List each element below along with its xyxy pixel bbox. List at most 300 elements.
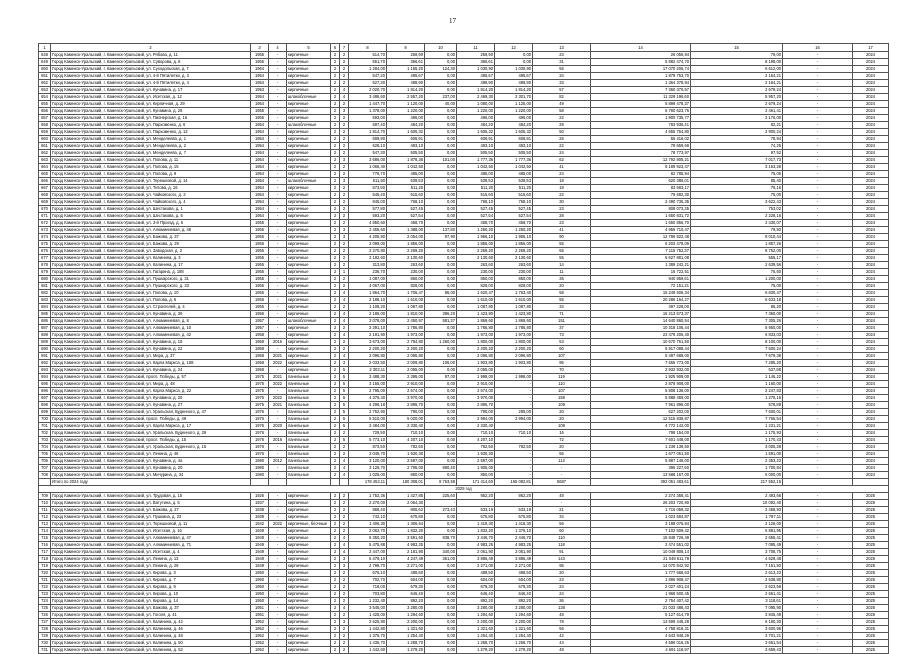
table-cell: 2024 (853, 192, 889, 199)
table-cell: Город Каменск-Уральский, г. Каменск-Уральский, ул. Калинина, д. 50 (51, 640, 251, 647)
table-cell: 2 (340, 66, 349, 73)
table-cell: 2 469,30 (457, 94, 495, 101)
table-cell: Город Каменск-Уральский, г. Каменск-Уральский, ул. Титова, д. 16 (51, 185, 251, 192)
table-row (39, 311, 889, 318)
table-row (39, 465, 889, 472)
table-cell: 2 (331, 647, 340, 654)
table-cell: 7 765,54 (691, 416, 783, 423)
table-cell: 662 (39, 150, 51, 157)
table-cell: - (269, 549, 287, 556)
table-cell: Город Каменск-Уральский, г. Каменск-Уральский, ул. Суворова, д. 8 (51, 59, 251, 66)
table-cell: 1954 (251, 129, 269, 136)
table-cell: 666 (39, 178, 51, 185)
table-cell: 0,00 (425, 640, 457, 647)
table-cell: 1 294,60 (387, 612, 425, 619)
table-cell: 702 (39, 430, 51, 437)
table-cell: 1949 (251, 528, 269, 535)
table-cell: 2 (340, 500, 349, 507)
table-cell: 2 (340, 283, 349, 290)
table-cell: - (533, 472, 591, 479)
table-cell: 2 (340, 276, 349, 283)
table-cell: 1 814,70 (349, 129, 387, 136)
table-cell: шлакоблочные (287, 178, 331, 185)
table-cell: 236,70 (349, 269, 387, 276)
table-cell: 1975 (251, 374, 269, 381)
table-cell: панельные (287, 465, 331, 472)
table-cell: кирпичные (287, 542, 331, 549)
table-cell: 1980 (251, 458, 269, 465)
table-cell: 1952 (251, 640, 269, 647)
table-cell: 1 250,20 (495, 227, 533, 234)
table-cell: 1980 (251, 465, 269, 472)
table-cell: Город Каменск-Уральский, г. Каменск-Уральский, ул. Исетская, д. 16 (51, 528, 251, 535)
table-cell: 539,53 (495, 178, 533, 185)
table-row (39, 493, 889, 500)
table-cell: 1976 (251, 416, 269, 423)
table-cell: 2 (340, 150, 349, 157)
table-cell: 806,62 (387, 507, 425, 514)
table-cell: 675,80 (495, 514, 533, 521)
table-cell: - (269, 220, 287, 227)
table-cell: - (269, 591, 287, 598)
table-row (39, 332, 889, 339)
table-cell: 2 (331, 304, 340, 311)
table-cell: 2024 (853, 164, 889, 171)
table-cell: 2024 (853, 451, 889, 458)
table-cell: 4 (340, 549, 349, 556)
table-cell: 34 (533, 514, 591, 521)
table-cell: 6 180,30 (691, 619, 783, 626)
table-cell: 845,00 (349, 199, 387, 206)
table-cell: 230,00 (457, 269, 495, 276)
table-cell: 2 (340, 325, 349, 332)
table-cell: 2 661,41 (691, 591, 783, 598)
table-cell: 828,00 (457, 283, 495, 290)
table-cell: панельные (287, 444, 331, 451)
table-cell: 3 280,00 (387, 605, 425, 612)
table-cell: Город Каменск-Уральский, г. Каменск-Уральский, ул. Алюминиевая, д. 47 (51, 535, 251, 542)
table-cell: 1 030,90 (495, 66, 533, 73)
table-cell: 2 (331, 241, 340, 248)
table-cell: 5 950,00 (691, 325, 783, 332)
table-cell: - (269, 465, 287, 472)
table-cell: - (425, 500, 457, 507)
table-cell: 657 (39, 115, 51, 122)
table-cell: 2 446,70 (495, 535, 533, 542)
table-cell: 515,60 (457, 192, 495, 199)
table-cell: 715 (39, 535, 51, 542)
table-cell: 3 (340, 563, 349, 570)
table-cell: 1976 (251, 430, 269, 437)
table-cell: 606,91 (495, 136, 533, 143)
table-cell: кирпичные (287, 598, 331, 605)
table-cell: 683 (39, 297, 51, 304)
table-cell: 1 120,00 (387, 101, 425, 108)
table-cell: 2 (340, 451, 349, 458)
table-cell: 646,40 (495, 591, 533, 598)
table-cell: 2 (340, 80, 349, 87)
table-cell: 22 (533, 143, 591, 150)
table-cell: 109 (533, 402, 591, 409)
table-cell: 2 (331, 465, 340, 472)
table-cell: 2024 (853, 297, 889, 304)
table-cell: - (783, 227, 853, 234)
table-cell: 682 (39, 290, 51, 297)
table-cell: 2 330,40 (387, 423, 425, 430)
table-cell: Город Каменск-Уральский, г. Каменск-Уральский, ул. Чайковского, д. 3 (51, 192, 251, 199)
table-cell: 652 (39, 80, 51, 87)
table-cell: Город Каменск-Уральский, г. Каменск-Уральский, ул. Попова, д. 9 (51, 171, 251, 178)
table-cell: 676,10 (349, 570, 387, 577)
table-cell: 23 479 206,40 (591, 332, 691, 339)
table-cell: 1 605,32 (387, 129, 425, 136)
table-cell: 2 446,70 (457, 535, 495, 542)
table-cell: 106,00 (425, 360, 457, 367)
table-cell: - (269, 136, 287, 143)
table-cell: 7 360 370,57 (591, 87, 691, 94)
table-cell: - (783, 241, 853, 248)
table-cell: 2 597,00 (457, 458, 495, 465)
table-cell: 2024 (853, 87, 889, 94)
table-cell: 3 701,21 (691, 633, 783, 640)
table-cell: 1 800,00 (457, 339, 495, 346)
table-cell: 2 (340, 262, 349, 269)
table-cell: 708 (39, 472, 51, 479)
table-row (39, 185, 889, 192)
table-cell: 107 (533, 353, 591, 360)
table-cell: Город Каменск-Уральский, г. Каменск-Уральский, ул. Попова, д. 10 (51, 290, 251, 297)
table-cell: 1 786,80 (495, 325, 533, 332)
table-cell: 2 (331, 234, 340, 241)
table-cell: 28 (533, 213, 591, 220)
table-cell: 1958 (251, 360, 269, 367)
table-cell: 1 042,50 (387, 164, 425, 171)
table-cell: Город Каменск-Уральский, г. Каменск-Уральский, ул. Пархоменко, д. 13 (51, 129, 251, 136)
table-cell: 2022 (269, 360, 287, 367)
table-cell: - (783, 290, 853, 297)
table-cell: 21 048 611,78 (591, 556, 691, 563)
table-cell: 710,10 (457, 430, 495, 437)
table-cell: 124,30 (425, 66, 457, 73)
table-cell: Город Каменск-Уральский, г. Каменск-Уральский, ул. Калинина, д. 52 (51, 647, 251, 654)
table-cell: 1 155,20 (387, 66, 425, 73)
table-cell: 7 095,49 (691, 542, 783, 549)
table-row (39, 423, 889, 430)
table-cell: 0,00 (425, 458, 457, 465)
table-cell: 1 254,40 (495, 633, 533, 640)
table-cell: 514,70 (349, 52, 387, 59)
table-cell: 2 (340, 521, 349, 528)
table-cell: - (783, 87, 853, 94)
table-cell: 537,88 (691, 367, 783, 374)
table-cell: 2 186,00 (349, 311, 387, 318)
table-row (39, 108, 889, 115)
table-cell: - (495, 437, 533, 444)
table-cell: 230,00 (495, 269, 533, 276)
table-cell: - (783, 605, 853, 612)
table-cell: 3 118,61 (691, 598, 783, 605)
table-cell: 2024 (853, 101, 889, 108)
table-cell: 706 (39, 458, 51, 465)
table-cell: кирпичные (287, 633, 331, 640)
table-cell: 1 321,60 (457, 626, 495, 633)
table-cell: 714 (39, 528, 51, 535)
table-cell: 1954 (251, 150, 269, 157)
table-cell: Город Каменск-Уральский, г. Каменск-Уральский, ул. Кунавина, д. 20 (51, 465, 251, 472)
table-cell: 53 (533, 339, 591, 346)
table-cell: 2 (340, 115, 349, 122)
table-cell: - (269, 304, 287, 311)
table-cell: 0,00 (425, 276, 457, 283)
table-cell: 2024 (853, 66, 889, 73)
table-cell: 12 786 822,48 (591, 234, 691, 241)
table-cell: 679,30 (457, 584, 495, 591)
table-row (39, 549, 889, 556)
table-cell: 0,00 (425, 437, 457, 444)
table-cell: - (783, 472, 853, 479)
table-cell: 2 (331, 101, 340, 108)
table-cell: 1957 (251, 325, 269, 332)
table-cell: - (783, 339, 853, 346)
table-cell: 2 (331, 108, 340, 115)
table-cell: 838,70 (425, 535, 457, 542)
table-cell: 696 (39, 388, 51, 395)
table-cell: 2 (340, 514, 349, 521)
table-cell: 10 049 808,14 (591, 549, 691, 556)
table-cell: Город Каменск-Уральский, г. Каменск-Уральский, ул. Калинина, д. 42 (51, 619, 251, 626)
table-cell: - (783, 416, 853, 423)
table-cell: 716 (39, 542, 51, 549)
table-cell: 2 200,20 (349, 346, 387, 353)
table-cell: 606,91 (457, 136, 495, 143)
table-cell: 17 (853, 44, 889, 52)
table-cell: 16 (533, 430, 591, 437)
table-cell: 2 (331, 451, 340, 458)
table-cell: 23 (533, 220, 591, 227)
table-cell: 1 930,30 (457, 451, 495, 458)
table-cell: 1 814,20 (457, 87, 495, 94)
table-cell: 24 (533, 591, 591, 598)
table-cell: 728 (39, 626, 51, 633)
table-cell: 2 181,90 (387, 549, 425, 556)
table-cell: 2024 (853, 409, 889, 416)
table-cell: 1950 (251, 570, 269, 577)
table-cell: 1 170,43 (691, 437, 783, 444)
table-cell: 97,52 (691, 150, 783, 157)
table-cell: 75,06 (691, 171, 783, 178)
table-cell: панельные (287, 395, 331, 402)
table-cell: - (783, 143, 853, 150)
table-cell: Город Каменск-Уральский, г. Каменск-Уральский, ул. Ленина, д. 29 (51, 563, 251, 570)
table-cell: 20 (533, 570, 591, 577)
table-cell: 2 (331, 220, 340, 227)
table-cell: панельные (287, 472, 331, 479)
table-cell: - (783, 353, 853, 360)
table-cell: кирпичные (287, 80, 331, 87)
table-cell: - (783, 318, 853, 325)
table-cell: 2 096,80 (495, 353, 533, 360)
table-cell: 5 887 146,00 (591, 458, 691, 465)
table-cell: панельные (287, 430, 331, 437)
table-cell: 1954 (251, 178, 269, 185)
table-cell: 0,00 (425, 619, 457, 626)
table-cell: - (495, 472, 533, 479)
table-cell: кирпичные (287, 584, 331, 591)
table-cell: 2 (331, 549, 340, 556)
table-cell: 650 (39, 66, 51, 73)
table-cell: 48 (533, 493, 591, 500)
table-cell: 60 (533, 346, 591, 353)
table-cell: 527,54 (457, 213, 495, 220)
table-cell: 5 957,20 (691, 94, 783, 101)
table-cell: 0,00 (425, 633, 457, 640)
table-cell: - (269, 199, 287, 206)
table-cell: кирпичные (287, 339, 331, 346)
table-cell: - (783, 157, 853, 164)
table-cell: 5 (340, 395, 349, 402)
table-cell: 2 054,00 (387, 234, 425, 241)
table-cell: 1 258,70 (457, 640, 495, 647)
table-cell: 1 677 051,50 (591, 451, 691, 458)
table-cell: - (269, 227, 287, 234)
table-cell: - (269, 73, 287, 80)
table-cell: 3 198 075,84 (591, 521, 691, 528)
table-cell: 180 308,01 (387, 479, 425, 486)
table-cell: 2025 (853, 619, 889, 626)
table-cell: 606,91 (387, 136, 425, 143)
table-cell: 6 612,00 (691, 66, 783, 73)
table-cell: 2024 (853, 395, 889, 402)
table-cell: 2024 (853, 220, 889, 227)
table-cell: - (783, 52, 853, 59)
table-cell: 782,50 (495, 444, 533, 451)
table-cell: кирпичные (287, 115, 331, 122)
table-cell: 2024 (853, 381, 889, 388)
table-cell: Город Каменск-Уральский, г. Каменск-Уральский, ул. Пушкарского, д. 33 (51, 283, 251, 290)
table-cell: 1955 (251, 220, 269, 227)
table-cell: 4 983,25 (457, 542, 495, 549)
table-cell: 2024 (853, 213, 889, 220)
table-cell: 60 (533, 528, 591, 535)
table-cell: кирпичные (287, 549, 331, 556)
table-cell: 1 279,20 (457, 647, 495, 654)
table-cell: 496,00 (457, 115, 495, 122)
table-cell: Город Каменск-Уральский, г. Каменск-Уральский, ул. Кунавина, д. 27 (51, 402, 251, 409)
table-cell: 790,00 (457, 409, 495, 416)
table-cell: 40,00 (425, 101, 457, 108)
table-cell: 1952 (251, 626, 269, 633)
table-cell: 611,50 (349, 178, 387, 185)
table-cell: 2 (331, 514, 340, 521)
table-cell: - (783, 59, 853, 66)
table-cell: 273,43 (425, 507, 457, 514)
table-cell: 710,10 (495, 430, 533, 437)
table-cell: 23 (533, 52, 591, 59)
table-cell: 2 (331, 409, 340, 416)
table-cell: 0,00 (425, 122, 457, 129)
table-cell: 1956 (251, 311, 269, 318)
table-cell: 1975 (251, 395, 269, 402)
table-cell: 13 599 448,28 (591, 619, 691, 626)
table-cell: - (783, 164, 853, 171)
table-cell: 4 207,10 (457, 437, 495, 444)
table-cell: 2 (340, 248, 349, 255)
table-cell: 2 046,70 (349, 451, 387, 458)
table-cell: 5 808 136,00 (591, 388, 691, 395)
table-cell: - (783, 402, 853, 409)
table-cell: - (269, 143, 287, 150)
table-cell: - (783, 136, 853, 143)
table-cell: 12 (495, 44, 533, 52)
table-cell: 493,10 (457, 143, 495, 150)
table-cell: 2025 (853, 647, 889, 654)
table-row (39, 325, 889, 332)
table-cell: 1 284,00 (349, 66, 387, 73)
table-cell: Город Каменск-Уральский, г. Каменск-Уральский, ул. Бажова, д. 27 (51, 507, 251, 514)
table-cell: 2 (331, 122, 340, 129)
table-cell: 653 (39, 87, 51, 94)
table-cell: 165 082,81 (495, 479, 533, 486)
table-cell: 1954 (251, 206, 269, 213)
table-cell: 2 (340, 213, 349, 220)
table-row (39, 640, 889, 647)
table-cell: 718 (39, 556, 51, 563)
table-cell: 1949 (251, 535, 269, 542)
table-cell: 1 423,80 (457, 311, 495, 318)
table-cell: 0,00 (425, 325, 457, 332)
table-cell: 366,61 (457, 59, 495, 66)
table-cell: 2 096,80 (387, 353, 425, 360)
table-cell: 1975 (251, 388, 269, 395)
table-cell: 2024 (853, 52, 889, 59)
table-cell: - (783, 458, 853, 465)
table-cell: 2 (331, 521, 340, 528)
table-cell: 2 (331, 542, 340, 549)
table-cell: 2 674,00 (457, 388, 495, 395)
table-cell: 2 130,60 (457, 255, 495, 262)
table-cell: - (269, 248, 287, 255)
table-cell: 55 (533, 248, 591, 255)
table-cell: 48 (533, 647, 591, 654)
table-cell: 495,67 (387, 73, 425, 80)
table-cell: 2 (331, 87, 340, 94)
table-cell: 1 832,20 (457, 528, 495, 535)
table-cell: 1 087,00 (349, 276, 387, 283)
table-cell: кирпичные (287, 220, 331, 227)
table-cell: - (783, 423, 853, 430)
table-row (39, 626, 889, 633)
table-cell: 3 005,28 (691, 444, 783, 451)
table-cell: 597,40 (349, 122, 387, 129)
table-cell: - (783, 122, 853, 129)
table-cell (269, 479, 287, 486)
table-cell: 0,00 (425, 178, 457, 185)
table-cell: 5 (340, 423, 349, 430)
table-cell: 79 682,30 (591, 192, 691, 199)
table-cell: 1 905,00 (457, 465, 495, 472)
table-cell: 593,00 (349, 115, 387, 122)
table-cell: 21 033 488,43 (591, 605, 691, 612)
table-row (39, 577, 889, 584)
table-cell: 710 (39, 500, 51, 507)
table-cell: кирпичные (287, 367, 331, 374)
table-cell: 2 064,30 (387, 500, 425, 507)
table-cell: 1958 (251, 332, 269, 339)
table-cell: 48 (533, 612, 591, 619)
table-cell: Город Каменск-Уральский, г. Каменск-Уральский, ул. Пионерская, д. 16 (51, 115, 251, 122)
table-cell: 3 673,00 (349, 339, 387, 346)
table-cell: 0,00 (425, 395, 457, 402)
